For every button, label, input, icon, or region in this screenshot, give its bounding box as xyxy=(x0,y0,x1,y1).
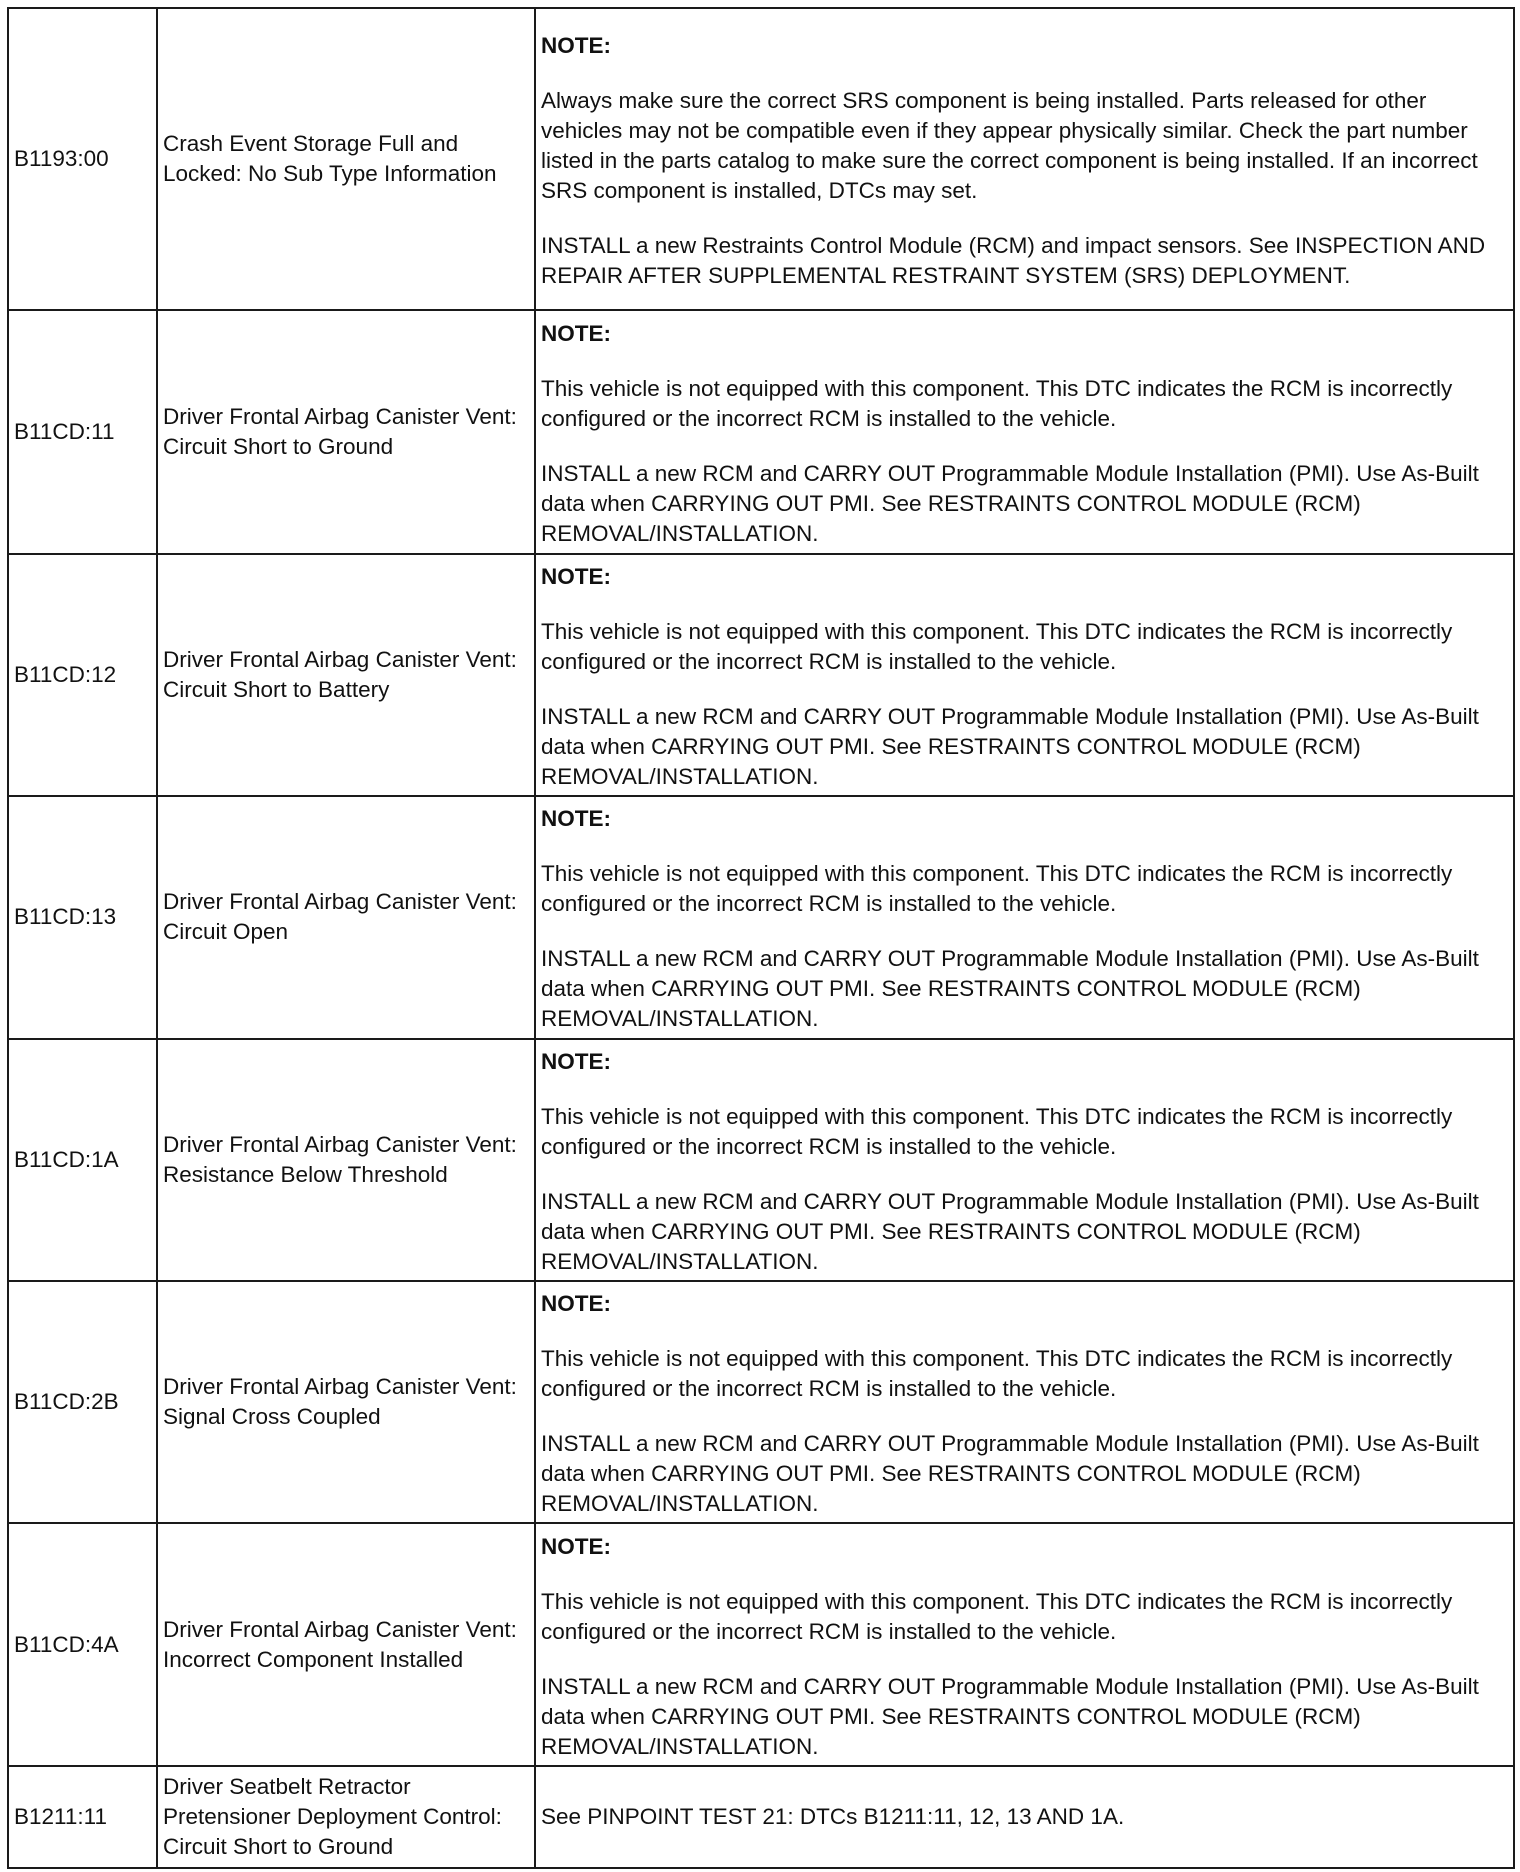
dtc-code: B11CD:11 xyxy=(8,310,157,553)
table-row xyxy=(8,1039,1514,1281)
dtc-table xyxy=(7,7,1515,1869)
dtc-action-cell xyxy=(535,1039,1514,1281)
dtc-description: Driver Frontal Airbag Canister Vent: Circuit Short to Battery xyxy=(157,554,535,796)
dtc-description: Driver Frontal Airbag Canister Vent: Resistance Below Threshold xyxy=(157,1039,535,1281)
note-label: NOTE: xyxy=(541,806,611,832)
dtc-action-cell xyxy=(535,8,1514,310)
action-text: INSTALL a new RCM and CARRY OUT Programmable Module Installation (PMI). Use As-Built data when CARRYING OUT PMI. See RESTRAINTS CONTROL MODULE (RCM) REMOVAL/INSTALLATION. xyxy=(541,1188,1479,1274)
table-row xyxy=(8,8,1514,310)
table-row xyxy=(8,310,1514,553)
note-text: This vehicle is not equipped with this component. This DTC indicates the RCM is incorrectly configured or the incorrect RCM is installed to the vehicle. xyxy=(541,1588,1453,1644)
table-row xyxy=(8,796,1514,1038)
action-text: INSTALL a new RCM and CARRY OUT Programmable Module Installation (PMI). Use As-Built data when CARRYING OUT PMI. See RESTRAINTS CONTROL MODULE (RCM) REMOVAL/INSTALLATION. xyxy=(541,1431,1479,1517)
dtc-code: B11CD:2B xyxy=(8,1281,157,1523)
dtc-action-cell xyxy=(535,796,1514,1038)
dtc-code: B11CD:4A xyxy=(8,1523,157,1765)
action-text: INSTALL a new RCM and CARRY OUT Programmable Module Installation (PMI). Use As-Built data when CARRYING OUT PMI. See RESTRAINTS CONTROL MODULE (RCM) REMOVAL/INSTALLATION. xyxy=(541,461,1479,547)
dtc-action-cell xyxy=(535,1523,1514,1765)
note-text: This vehicle is not equipped with this component. This DTC indicates the RCM is incorrectly configured or the incorrect RCM is installed to the vehicle. xyxy=(541,1103,1453,1159)
note-text: This vehicle is not equipped with this component. This DTC indicates the RCM is incorrectly configured or the incorrect RCM is installed to the vehicle. xyxy=(541,861,1453,917)
action-text: INSTALL a new RCM and CARRY OUT Programmable Module Installation (PMI). Use As-Built data when CARRYING OUT PMI. See RESTRAINTS CONTROL MODULE (RCM) REMOVAL/INSTALLATION. xyxy=(541,946,1479,1032)
note-label: NOTE: xyxy=(541,33,611,59)
table-row xyxy=(8,1523,1514,1765)
dtc-description: Driver Frontal Airbag Canister Vent: Incorrect Component Installed xyxy=(157,1523,535,1765)
action-text: INSTALL a new RCM and CARRY OUT Programmable Module Installation (PMI). Use As-Built data when CARRYING OUT PMI. See RESTRAINTS CONTROL MODULE (RCM) REMOVAL/INSTALLATION. xyxy=(541,704,1479,790)
note-label: NOTE: xyxy=(541,1533,611,1559)
note-text: This vehicle is not equipped with this component. This DTC indicates the RCM is incorrectly configured or the incorrect RCM is installed to the vehicle. xyxy=(541,376,1453,432)
action-text: See PINPOINT TEST 21: DTCs B1211:11, 12, 13 AND 1A. xyxy=(541,1803,1125,1829)
table-row xyxy=(8,1766,1514,1868)
note-label: NOTE: xyxy=(541,1291,611,1317)
note-text: This vehicle is not equipped with this component. This DTC indicates the RCM is incorrectly configured or the incorrect RCM is installed to the vehicle. xyxy=(541,619,1453,675)
dtc-action-cell xyxy=(535,1766,1514,1868)
dtc-code: B1211:11 xyxy=(8,1766,157,1868)
action-text: INSTALL a new Restraints Control Module (RCM) and impact sensors. See INSPECTION AND REPAIR AFTER SUPPLEMENTAL RESTRAINT SYSTEM (SRS) DEPLOYMENT. xyxy=(541,233,1486,289)
dtc-code: B11CD:13 xyxy=(8,796,157,1038)
dtc-action-cell xyxy=(535,554,1514,796)
table-row xyxy=(8,554,1514,796)
dtc-description: Driver Frontal Airbag Canister Vent: Signal Cross Coupled xyxy=(157,1281,535,1523)
dtc-code: B11CD:12 xyxy=(8,554,157,796)
dtc-description: Crash Event Storage Full and Locked: No Sub Type Information xyxy=(157,8,535,310)
table-row xyxy=(8,1281,1514,1523)
dtc-code: B1193:00 xyxy=(8,8,157,310)
note-label: NOTE: xyxy=(541,564,611,590)
dtc-action-cell xyxy=(535,310,1514,553)
note-label: NOTE: xyxy=(541,1048,611,1074)
dtc-description: Driver Frontal Airbag Canister Vent: Circuit Short to Ground xyxy=(157,310,535,553)
dtc-description: Driver Seatbelt Retractor Pretensioner Deployment Control: Circuit Short to Ground xyxy=(157,1766,535,1868)
dtc-action-cell xyxy=(535,1281,1514,1523)
note-label: NOTE: xyxy=(541,321,611,347)
note-text: This vehicle is not equipped with this component. This DTC indicates the RCM is incorrectly configured or the incorrect RCM is installed to the vehicle. xyxy=(541,1346,1453,1402)
dtc-description: Driver Frontal Airbag Canister Vent: Circuit Open xyxy=(157,796,535,1038)
dtc-code: B11CD:1A xyxy=(8,1039,157,1281)
note-text: Always make sure the correct SRS component is being installed. Parts released for other vehicles may not be compatible even if they appear physically similar. Check the part number listed in the parts catalog to make sure the correct component is being installed. If an incorrect SRS component is installed, DTCs may set. xyxy=(541,88,1478,204)
action-text: INSTALL a new RCM and CARRY OUT Programmable Module Installation (PMI). Use As-Built data when CARRYING OUT PMI. See RESTRAINTS CONTROL MODULE (RCM) REMOVAL/INSTALLATION. xyxy=(541,1673,1479,1759)
